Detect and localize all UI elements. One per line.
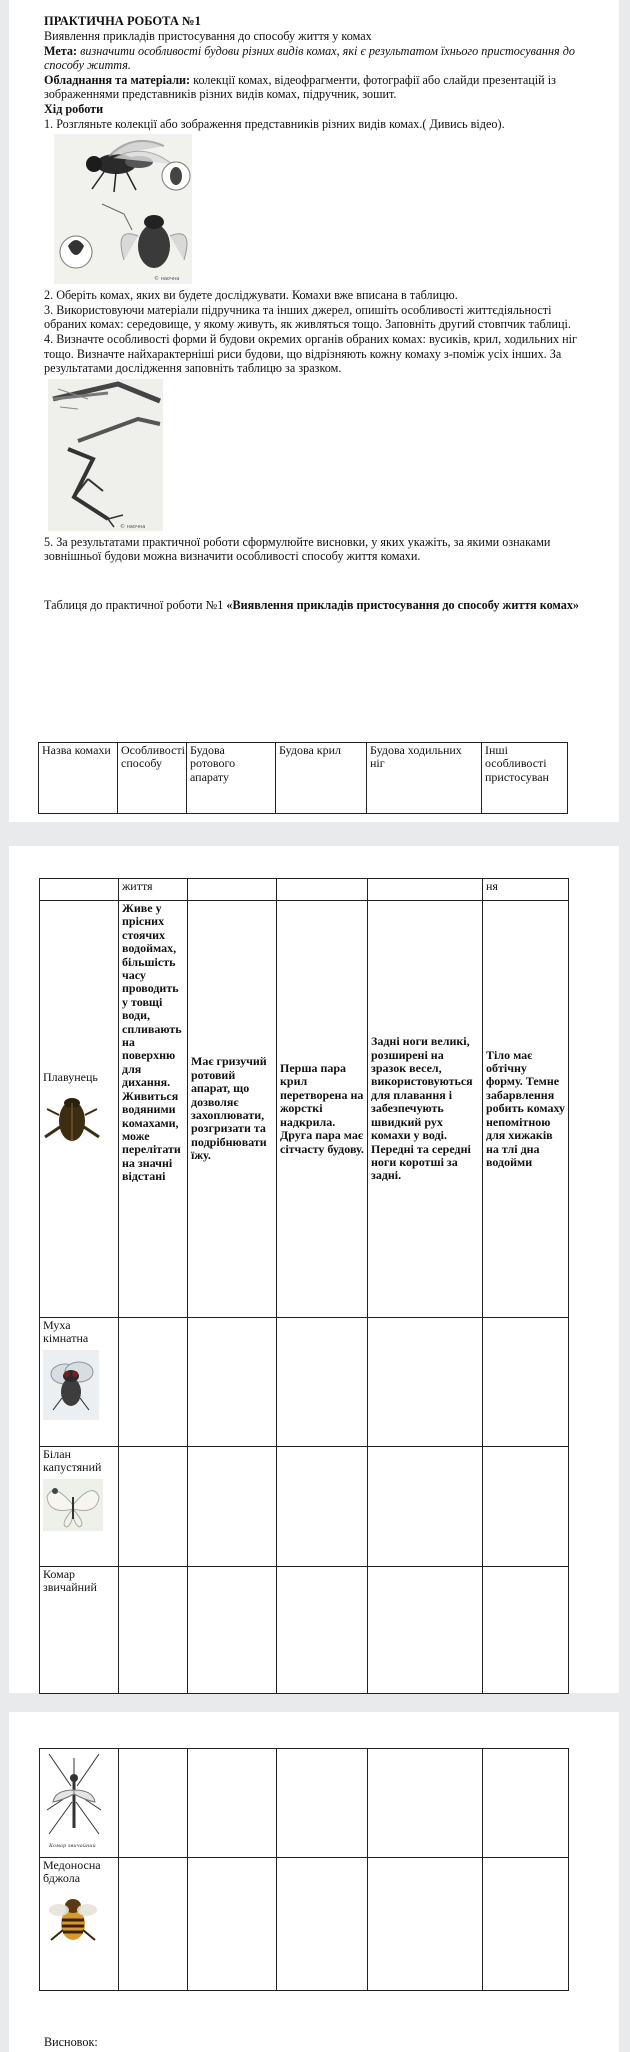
document-page-3: [9, 1712, 619, 2052]
empty-cell[interactable]: [119, 1567, 188, 1694]
housefly-icon: [43, 1350, 99, 1420]
header-other: Інші особливості пристосуван: [482, 743, 568, 814]
honeybee-icon: [43, 1890, 101, 1946]
illustration-watermark-2: © наочна: [120, 523, 146, 530]
row-legs-cell: Задні ноги великі, розширені на зразок весел, використовуються для плавання і забезпечують швидкий рух комахи у воді. Передні та середні ноги коротші за задні.: [368, 901, 483, 1318]
step-2: 2. Оберіть комах, яких ви будете досліджувати. Комахи вже вписана в таблицю.: [44, 288, 458, 303]
goal-paragraph: [44, 44, 593, 73]
empty-cell[interactable]: [483, 1447, 569, 1567]
fly-collection-illustration: [54, 134, 192, 284]
row-mouth-cell: Має гризучий ротовий апарат, що дозволяє захоплювати, розгризати та подрібнювати їжу.: [188, 901, 277, 1318]
header-cont-name: [40, 879, 119, 901]
empty-cell[interactable]: [483, 1858, 569, 1991]
conclusion-label: Висновок:: [44, 2035, 98, 2049]
header-cont-lifestyle: життя: [119, 879, 188, 901]
document-page-2: [9, 846, 619, 1693]
empty-cell[interactable]: [119, 1318, 188, 1447]
table-row: [40, 1567, 569, 1694]
insect-leg-illustration: [48, 379, 163, 531]
table-title-bold: «Виявлення прикладів пристосування до способу життя комах»: [226, 597, 580, 612]
row-name-cell: [40, 901, 119, 1318]
document-title: ПРАКТИЧНА РОБОТА №1: [44, 14, 201, 28]
illustration-watermark: © наочна: [154, 276, 180, 283]
table-row: [40, 901, 569, 1318]
step-3: 3. Використовуючи матеріали підручника та інших джерел, опишіть особливості життєдіяльності обраних комах: середовище, у якому живуть, як живляться тощо. Заповніть другий стовпчик таблиці.: [44, 302, 571, 332]
header-cont-mouth: [188, 879, 277, 901]
empty-cell[interactable]: [188, 1318, 277, 1447]
insect-name: Білан капустяний: [43, 1447, 102, 1475]
header-cont-legs: [368, 879, 483, 901]
row-name-cell: [40, 1318, 119, 1447]
equipment-text: колекції комах, відеофрагменти, фотографії або слайди презентацій із зображеннями представників різних видів комах, підручник, зошит.: [44, 72, 556, 102]
row-name-cell: [40, 1567, 119, 1694]
table-row: [40, 1749, 569, 1858]
table-body-part-2: [39, 1748, 569, 1991]
empty-cell[interactable]: [277, 1858, 368, 1991]
header-lifestyle: Особливості способу: [118, 743, 187, 814]
empty-cell[interactable]: [368, 1858, 483, 1991]
leg-drawing-icon: [48, 379, 163, 531]
empty-cell[interactable]: [277, 1318, 368, 1447]
table-row: [40, 1447, 569, 1567]
header-cont-wings: [277, 879, 368, 901]
empty-cell[interactable]: [277, 1447, 368, 1567]
header-mouth: Будова ротового апарату: [187, 743, 276, 814]
empty-cell[interactable]: [188, 1447, 277, 1567]
empty-cell[interactable]: [188, 1749, 277, 1858]
row-lifestyle-cell: Живе у прісних стоячих водоймах, більшість часу проводить у товщі води, спливають на поверхню для дихання. Живиться водяними комахами, може перелітати на значні відстані: [119, 901, 188, 1318]
insect-name: Муха кімнатна: [43, 1318, 89, 1346]
empty-cell[interactable]: [483, 1567, 569, 1694]
document-page-1: [9, 0, 619, 822]
mosquito-caption: Комар звичайний: [49, 1843, 96, 1849]
empty-cell[interactable]: [119, 1749, 188, 1858]
empty-cell[interactable]: [188, 1858, 277, 1991]
step-4: 4. Визначте особливості форми й будови окремих органів обраних комах: вусиків, крил, ходильних ніг тощо. Визначте найхарактерніші риси будови, що відрізняють кожну комаху з-поміж усіх інших. За результатами дослідження заповніть таблицю за зразком.: [44, 331, 578, 376]
table-body-part-1: [39, 878, 569, 1694]
table-row: [40, 1318, 569, 1447]
empty-cell[interactable]: [368, 1749, 483, 1858]
empty-cell[interactable]: [119, 1447, 188, 1567]
insect-name: Плавунець: [43, 1070, 98, 1085]
table-header-row: [39, 743, 568, 814]
equipment-paragraph: [44, 73, 593, 102]
diving-beetle-icon: [43, 1089, 101, 1147]
header-name: Назва комахи: [39, 743, 118, 814]
header-continuation-row: [40, 879, 569, 901]
goal-label: Мета:: [44, 43, 78, 58]
step-5: 5. За результатами практичної роботи сформулюйте висновки, у яких укажіть, за якими ознаками зовнішньої будови можна визначити особливості способу життя комахи.: [44, 534, 551, 564]
row-name-cell: [40, 1858, 119, 1991]
empty-cell[interactable]: [368, 1567, 483, 1694]
header-wings: Будова крил: [276, 743, 367, 814]
row-wings-cell: Перша пара крил перетворена на жорсткі надкрила. Друга пара має сітчасту будову.: [277, 901, 368, 1318]
procedure-heading: Хід роботи: [44, 101, 104, 116]
header-cont-other: ня: [483, 879, 569, 901]
row-name-cell: [40, 1447, 119, 1567]
step-1: 1. Розгляньте колекції або зображення представників різних видів комах.( Дивись відео).: [44, 116, 505, 131]
row-name-cell: [40, 1749, 119, 1858]
empty-cell[interactable]: [277, 1749, 368, 1858]
mosquito-icon: [43, 1750, 105, 1850]
table-header-part: [38, 742, 568, 814]
cabbage-white-butterfly-icon: [43, 1479, 103, 1531]
document-subtitle: Виявлення прикладів пристосування до способу життя у комах: [44, 29, 372, 43]
header-legs: Будова ходильних ніг: [367, 743, 482, 814]
insect-name: Медоносна бджола: [43, 1858, 101, 1886]
row-other-cell: Тіло має обтічну форму. Темне забарвлення робить комаху непомітною для хижаків на тлі дна водойми: [483, 901, 569, 1318]
equipment-label: Обладнання та матеріали:: [44, 72, 191, 87]
empty-cell[interactable]: [119, 1858, 188, 1991]
fly-drawing-icon: [54, 134, 192, 284]
table-title-plain: Таблиця до практичної роботи №1: [44, 597, 227, 612]
empty-cell[interactable]: [368, 1447, 483, 1567]
empty-cell[interactable]: [188, 1567, 277, 1694]
empty-cell[interactable]: [483, 1318, 569, 1447]
table-title: [44, 598, 593, 613]
empty-cell[interactable]: [277, 1567, 368, 1694]
empty-cell[interactable]: [368, 1318, 483, 1447]
empty-cell[interactable]: [483, 1749, 569, 1858]
table-row: [40, 1858, 569, 1991]
insect-name: Комар звичайний: [43, 1567, 97, 1595]
goal-text: визначити особливості будови різних видів комах, які є результатом їхнього пристосування до способу життя.: [44, 43, 575, 73]
